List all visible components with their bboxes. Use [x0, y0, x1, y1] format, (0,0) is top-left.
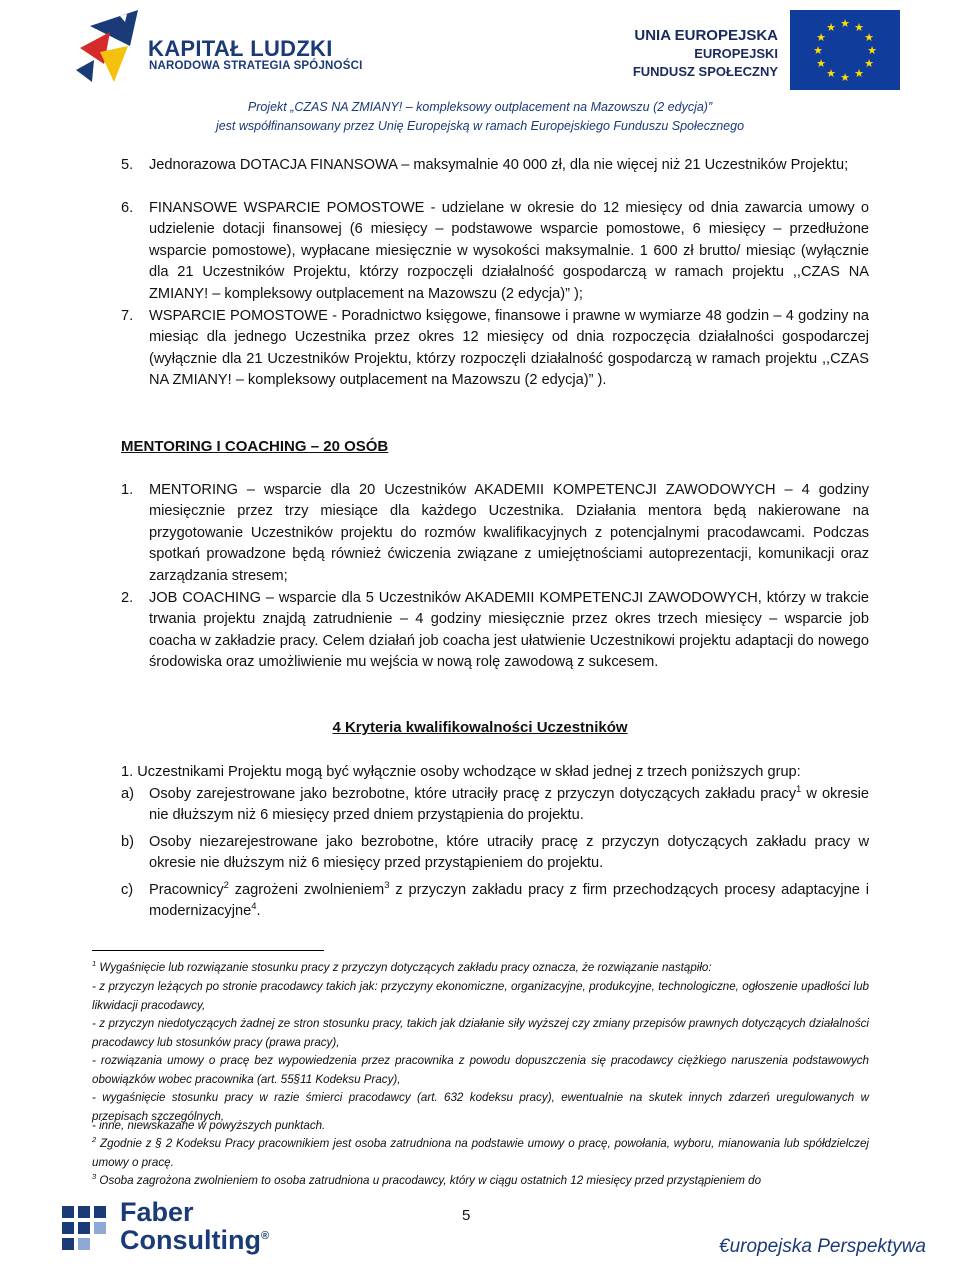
svg-text:★: ★	[840, 71, 850, 84]
list-item-text: MENTORING – wsparcie dla 20 Uczestników AKADEMII KOMPETENCJI ZAWODOWYCH – 4 godziny miesięcznie przez trzy miesiące dla każdego Uczestnika. Działania mentora będą nakierowane na przygotowanie Uczestników projektu do rozmów kwalifikacyjnych z potencjalnymi pracodawcami. Podczas spotkań prowadzone będą również ćwiczenia związane z umiejętnościami autoprezentacji, komunikacji oraz zarządzania stresem;	[149, 482, 869, 584]
registered-mark: ®	[260, 1230, 270, 1242]
faber-consulting-wordmark	[120, 1198, 269, 1254]
list-number: 5.	[121, 157, 134, 173]
project-title: Projekt „CZAS NA ZMIANY! – kompleksowy outplacement na Mazowszu (2 edycja)”	[247, 100, 713, 114]
list-item-text: JOB COACHING – wsparcie dla 5 Uczestników AKADEMII KOMPETENCJI ZAWODOWYCH, którzy w trakcie trwania projektu znajdą zatrudnienie – 4 godziny miesięcznie przez okres trzech miesięcy – wsparcie job coacha w zakładzie pracy. Celem działań job coacha jest ułatwienie Uczestnikowi projektu adaptacji do nowego środowiska oraz umożliwienie mu wejścia w nową rolę zawodową z sukcesem.	[149, 590, 869, 671]
list-number: 7.	[121, 308, 134, 324]
list-number: 6.	[121, 200, 134, 216]
list-item-text: WSPARCIE POMOSTOWE - Poradnictwo księgowe, finansowe i prawne w wymiarze 48 godzin – 4 godziny na miesiąc dla jednego Uczestnika przez okres 12 miesięcy od dnia rozpoczęcia działalności gospodarczej (wyłącznie dla 21 Uczestników Projektu, którzy rozpoczęli działalność gospodarczą w ramach projektu ,,CZAS NA ZMIANY! – kompleksowy outplacement na Mazowszu (2 edycja)” ).	[149, 308, 869, 389]
list-item-text	[149, 880, 869, 923]
faber-line-2-text: Consulting	[120, 1225, 261, 1255]
criteria-heading: 4 Kryteria kwalifikowalności Uczestników	[332, 719, 628, 736]
kapital-ludzki-title: KAPITAŁ LUDZKI	[148, 36, 333, 61]
eu-flag-icon	[790, 10, 900, 90]
criteria-a-text: Osoby zarejestrowane jako bezrobotne, które utraciły pracę z przyczyn dotyczących zakładu pracy	[149, 786, 796, 802]
eu-fund-label	[600, 27, 778, 81]
eu-line-1: UNIA EUROPEJSKA	[634, 27, 778, 44]
faber-consulting-logo-icon	[58, 1200, 118, 1258]
footnote-1	[92, 959, 869, 978]
footnote-text: Wygaśnięcie lub rozwiązanie stosunku pracy z przyczyn dotyczących zakładu pracy oznacza, że rozwiązanie nastąpiło:	[96, 961, 712, 974]
footnote-ref-4: 4	[251, 901, 257, 913]
list-item-text: Jednorazowa DOTACJA FINANSOWA – maksymalnie 40 000 zł, dla nie więcej niż 21 Uczestników Projektu;	[149, 157, 849, 173]
svg-text:★: ★	[867, 44, 877, 57]
footnote-ref-2: 2	[223, 880, 229, 892]
kapital-ludzki-subtitle: NARODOWA STRATEGIA SPÓJNOŚCI	[149, 60, 363, 72]
europejska-perspektywa-logo: €uropejska Perspektywa	[719, 1236, 926, 1257]
svg-text:★: ★	[813, 44, 823, 57]
footnote-separator	[92, 950, 324, 951]
faber-line-2	[120, 1226, 269, 1254]
svg-text:★: ★	[816, 57, 826, 70]
mentoring-heading: MENTORING I COACHING – 20 OSÓB	[121, 438, 389, 455]
footnote-1-bullet-5: - inne, niewskazane w powyższych punktach.	[92, 1119, 326, 1132]
list-label: b)	[121, 834, 134, 850]
footnote-2	[92, 1135, 869, 1172]
footnote-text: Zgodnie z § 2 Kodeksu Pracy pracownikiem jest osoba zatrudniona na podstawie umowy o pracę, powołania, wyboru, mianowania lub spółdzielczej umowy o pracę.	[92, 1137, 869, 1169]
eu-line-2: EUROPEJSKI	[694, 46, 778, 61]
list-number: 2.	[121, 590, 134, 606]
svg-text:★: ★	[826, 67, 836, 80]
footnote-1-bullet-2: - z przyczyn niedotyczących żadnej ze stron stosunku pracy, takich jak działanie siły wyższej czy zmiany przepisów prawnych dotyczących działalności pracodawcy lub stosunków pracy (prawa pracy),	[92, 1017, 869, 1049]
criteria-c-t4: .	[256, 903, 261, 920]
list-label: c)	[121, 882, 134, 898]
criteria-a-text-2: w okresie nie dłuższym niż 6 miesięcy przed dniem przystąpienia do projektu.	[149, 786, 869, 824]
list-item-text	[149, 784, 869, 827]
footnote-number: 2	[92, 1135, 97, 1145]
svg-text:★: ★	[826, 21, 836, 34]
list-label: a)	[121, 786, 134, 802]
svg-text:★: ★	[864, 31, 874, 44]
list-number: 1.	[121, 482, 134, 498]
criteria-c-t3: z przyczyn zakładu pracy z firm przechodzących procesy adaptacyjne i modernizacyjne	[149, 882, 869, 920]
footnote-1-bullet-1: - z przyczyn leżących po stronie pracodawcy takich jak: przyczyny ekonomiczne, organizacyjne, produkcyjne, technologiczne, ogłoszenie upadłości lub likwidacji pracodawcy,	[92, 980, 869, 1012]
footnote-3	[92, 1172, 869, 1191]
eu-line-3: FUNDUSZ SPOŁECZNY	[632, 64, 778, 79]
footnote-number: 3	[92, 1172, 97, 1182]
kapital-ludzki-logo	[70, 6, 150, 86]
cofinancing-note: jest współfinansowany przez Unię Europejską w ramach Europejskiego Funduszu Społecznego	[215, 119, 745, 133]
list-item-text: Osoby niezarejestrowane jako bezrobotne, które utraciły pracę z przyczyn dotyczących zakładu pracy w okresie nie dłuższym niż 6 miesięcy przed przystąpieniem do projektu.	[149, 834, 869, 872]
svg-text:★: ★	[854, 21, 864, 34]
svg-text:★: ★	[840, 17, 850, 30]
faber-line-1: Faber	[120, 1197, 194, 1227]
criteria-c-t2: zagrożeni zwolnieniem	[228, 882, 385, 898]
criteria-c-t1: Pracownicy	[149, 882, 224, 898]
footnote-1-bullet-3: - rozwiązania umowy o pracę bez wypowiedzenia przez pracownika z powodu dopuszczenia się pracodawcy ciężkiego naruszenia podstawowych obowiązków wobec pracownika (art. 55§11 Kodeksu Pracy),	[92, 1054, 869, 1086]
svg-text:★: ★	[854, 67, 864, 80]
svg-text:★: ★	[816, 31, 826, 44]
footnote-ref-3: 3	[384, 880, 390, 892]
page-number: 5	[462, 1207, 471, 1224]
footnote-1-bullet-4: - wygaśnięcie stosunku pracy w razie śmierci pracodawcy (art. 632 kodeksu pracy), ewentualnie na skutek innych zdarzeń uregulowanych w przepisach szczególnych,	[92, 1091, 869, 1123]
criteria-intro: 1. Uczestnikami Projektu mogą być wyłącznie osoby wchodzące w skład jednej z trzech poniższych grup:	[121, 764, 801, 780]
list-item-text: FINANSOWE WSPARCIE POMOSTOWE - udzielane w okresie do 12 miesięcy od dnia zawarcia umowy o udzielenie dotacji finansowej (6 miesięcy – podstawowe wsparcie pomostowe, 6 miesięcy – przedłużone wsparcie pomostowe), wypłacane miesięcznie w wysokości maksymalnie. 1 600 zł brutto/ miesiąc (wyłącznie dla 21 Uczestników Projektu, którzy rozpoczęli działalność gospodarczą w ramach projektu ,,CZAS NA ZMIANY! – kompleksowy outplacement na Mazowszu (2 edycja)” );	[149, 200, 869, 302]
footnote-text: Osoba zagrożona zwolnieniem to osoba zatrudniona u pracodawcy, który w ciągu ostatnich 12 miesięcy przed przystąpieniem do	[96, 1174, 762, 1187]
footnote-ref-1: 1	[796, 784, 802, 796]
svg-text:★: ★	[864, 57, 874, 70]
footnote-number: 1	[92, 959, 97, 969]
